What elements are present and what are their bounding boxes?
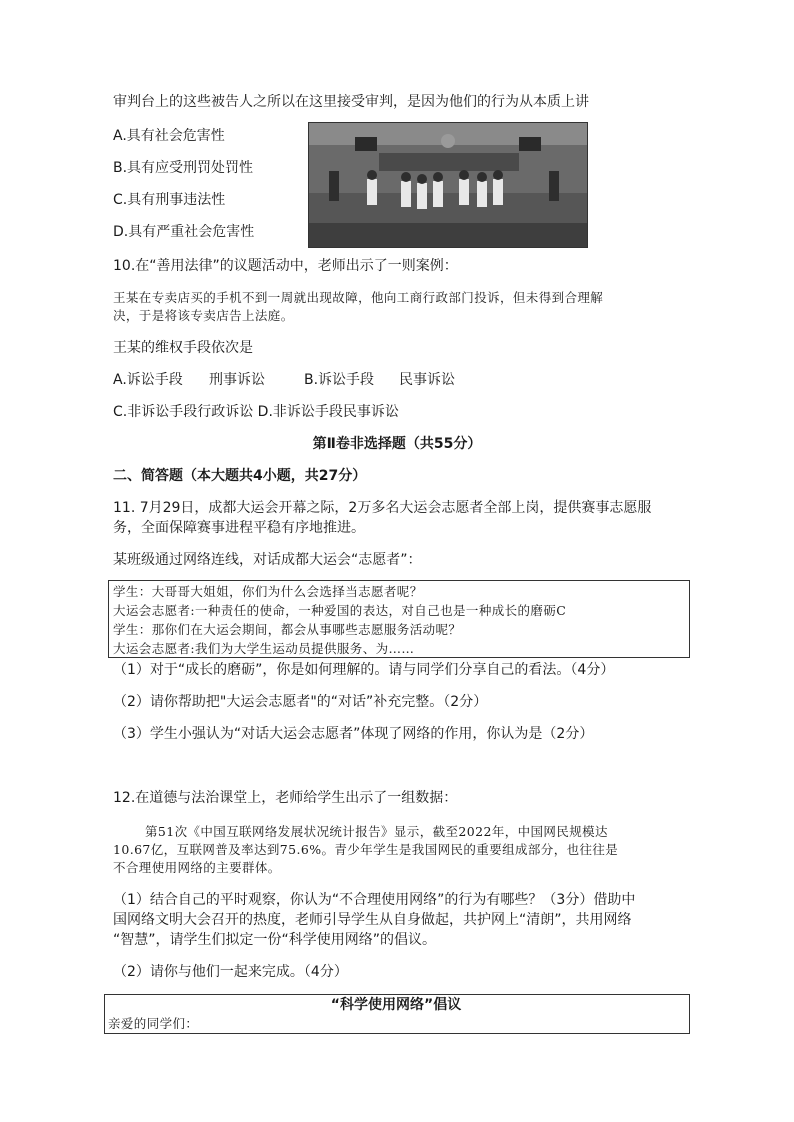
part2-title: 第Ⅱ卷非选择题（共55分） bbox=[312, 436, 482, 452]
q11-intro: 某班级通过网络连线，对话成都大运会“志愿者”： bbox=[113, 552, 422, 568]
courtroom-illustration bbox=[309, 123, 587, 247]
q12-data-line-1: 第51次《中国互联网络发展状况统计报告》显示，截至2022年，中国网民规模达 bbox=[145, 824, 608, 839]
q12-data-line-2: 10.67亿，互联网普及率达到75.6%。青少年学生是我国网民的重要组成部分，也往往是 bbox=[113, 842, 619, 857]
proposal-title: “科学使用网络”倡议 bbox=[330, 997, 462, 1013]
q12-data-line-3: 不合理使用网络的主要群体。 bbox=[113, 860, 281, 875]
q12-stem: 12.在道德与法治课堂上，老师给学生出示了一组数据： bbox=[113, 790, 458, 806]
section-heading: 二、简答题（本大题共4小题，共27分） bbox=[113, 468, 367, 484]
q11-stem-line-1: 11. 7月29日，成都大运会开幕之际，2万多名大运会志愿者全部上岗，提供赛事志愿服 bbox=[113, 500, 652, 516]
q10-case-line-1: 王某在专卖店买的手机不到一周就出现故障，他向工商行政部门投诉，但未得到合理解 bbox=[113, 290, 604, 305]
dialog-line: 大运会志愿者:我们为大学生运动员提供服务、为…… bbox=[113, 641, 415, 656]
q12-sub-1-line-1: （1）结合自己的平时观察，你认为“不合理使用网络”的行为有哪些？（3分）借助中 bbox=[113, 892, 636, 908]
q10-options-c-d: C.非诉讼手段行政诉讼 D.非诉讼手段民事诉讼 bbox=[113, 404, 399, 420]
q9-stem: 审判台上的这些被告人之所以在这里接受审判，是因为他们的行为从本质上讲 bbox=[113, 94, 589, 110]
q10-option-a-part-2: 刑事诉讼 bbox=[209, 372, 265, 388]
q9-option-a: A.具有社会危害性 bbox=[113, 128, 225, 144]
q10-case-line-2: 决，于是将该专卖店告上法庭。 bbox=[113, 308, 294, 323]
dialog-line: 学生：大哥哥大姐姐，你们为什么会选择当志愿者呢？ bbox=[113, 584, 423, 599]
q9-option-d: D.具有严重社会危害性 bbox=[113, 224, 255, 240]
q12-sub-2: （2）请你与他们一起来完成。（4分） bbox=[113, 964, 348, 980]
q10-option-a-part-1: A.诉讼手段 bbox=[113, 372, 183, 388]
q11-sub-1: （1）对于“成长的磨砺”，你是如何理解的。请与同学们分享自己的看法。（4分） bbox=[113, 662, 615, 678]
q10-option-b-part-2: 民事诉讼 bbox=[399, 372, 455, 388]
q10-stem: 10.在“善用法律”的议题活动中，老师出示了一则案例： bbox=[113, 258, 458, 274]
dialog-line: 大运会志愿者:一种责任的使命，一种爱国的表达，对自己也是一种成长的磨砺C bbox=[113, 603, 567, 618]
q9-option-c: C.具有刑事违法性 bbox=[113, 192, 226, 208]
q12-sub-1-line-3: “智慧”，请学生们拟定一份“科学使用网络”的倡议。 bbox=[113, 932, 437, 948]
q10-question: 王某的维权手段依次是 bbox=[113, 340, 253, 356]
q11-stem-line-2: 务，全面保障赛事进程平稳有序地推进。 bbox=[113, 520, 365, 536]
q9-option-b: B.具有应受刑罚处罚性 bbox=[113, 160, 254, 176]
q12-sub-1-line-2: 国网络文明大会召开的热度，老师引导学生从自身做起，共护网上“清朗”，共用网络 bbox=[113, 912, 632, 928]
q11-sub-2: （2）请你帮助把"大运会志愿者"的“对话”补充完整。（2分） bbox=[113, 694, 488, 710]
courtroom-photo bbox=[308, 122, 588, 248]
dialog-line: 学生：那你们在大运会期间，都会从事哪些志愿服务活动呢？ bbox=[113, 622, 462, 637]
q10-option-b-part-1: B.诉讼手段 bbox=[304, 372, 375, 388]
proposal-greeting: 亲爱的同学们： bbox=[108, 1016, 199, 1031]
q11-sub-3: （3）学生小强认为“对话大运会志愿者”体现了网络的作用，你认为是（2分） bbox=[113, 726, 594, 742]
